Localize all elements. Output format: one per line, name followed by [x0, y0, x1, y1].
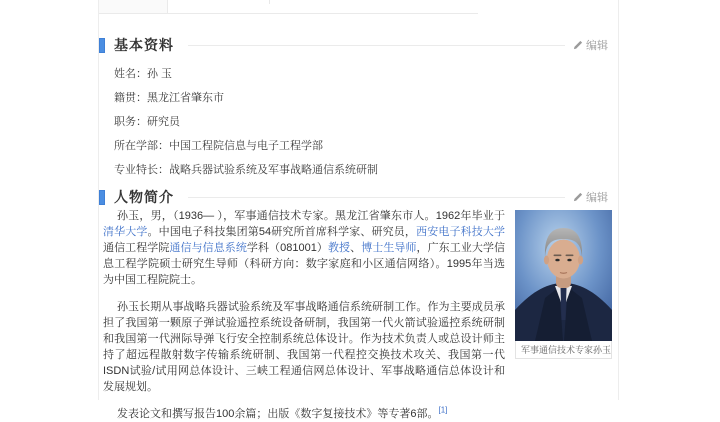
- pencil-icon: [573, 192, 583, 202]
- section-marker-bar: [99, 190, 105, 205]
- info-field: 籍贯：黑龙江省肇东市: [114, 92, 224, 104]
- entry-link[interactable]: 教授: [327, 242, 351, 254]
- text-run: 学科（081001）: [246, 242, 328, 254]
- profile-photo-figure: [515, 210, 612, 359]
- section-divider-line: [188, 197, 565, 198]
- text-run: 通信工程学院: [103, 242, 170, 254]
- info-field: 姓名：孙 玉: [114, 68, 173, 80]
- info-field: 所在学部：中国工程院信息与电子工程学部: [114, 140, 323, 152]
- basic-info-header: [99, 36, 618, 54]
- profile-photo[interactable]: [515, 210, 612, 341]
- info-field: 专业特长：战略兵器试验系统及军事战略通信系统研制: [114, 164, 378, 176]
- pencil-icon: [573, 40, 583, 50]
- truncated-table-remnant: [99, 0, 618, 14]
- text-run: ，广东工业大学信息工程学院硕士研究生导师（科研方向：数字家庭和小区通信网络）。1995年当选为中国工程院院士。: [103, 242, 506, 286]
- table-cell-remnant: [99, 0, 168, 13]
- section-divider-line: [188, 45, 565, 46]
- photo-caption: 军事通信技术专家孙玉: [515, 341, 612, 359]
- text-run: 孙玉长期从事战略兵器试验系统及军事战略通信系统研制工作。作为主要成员承担了我国第一颗原子弹试验遥控系统设备研制，我国第一代火箭试验遥控系统研制和我国第一代洲际导弹飞行安全控制系统总体设计。作为技术负责人或总设计师主持了超远程散射数字传输系统研制、我国第一代程控交换技术攻关、我国第一代ISDN试验/试用网总体设计、三峡工程通信网总体设计、军事战略通信总体设计和发展规划。: [103, 301, 505, 393]
- entry-link[interactable]: 清华大学: [103, 226, 148, 238]
- edit-label: 编辑: [586, 192, 608, 204]
- edit-button-profile[interactable]: [573, 189, 608, 205]
- edit-button-basic-info[interactable]: [573, 37, 608, 53]
- section-profile: [99, 188, 618, 422]
- info-field: 职务：研究员: [114, 116, 180, 128]
- profile-paragraph: [103, 406, 618, 422]
- entry-link[interactable]: 西安电子科技大学: [416, 226, 506, 238]
- section-title: 人物简介: [114, 189, 174, 205]
- profile-header: [99, 188, 618, 206]
- section-title: 基本资料: [114, 37, 174, 53]
- content-column: [98, 0, 619, 420]
- text-run: 发表论文和撰写报告100余篇；出版《数字复接技术》等专著6部。: [117, 408, 439, 420]
- footnote-superscript: [438, 405, 447, 414]
- text-run: 。中国电子科技集团第54研究所首席科学家、研究员，: [147, 226, 417, 238]
- text-run: 孙玉，男，（1936— ），军事通信技术专家。黑龙江省肇东市人。1962年毕业于: [117, 210, 505, 222]
- text-run: 、: [350, 242, 362, 254]
- reference-link[interactable]: [1]: [438, 405, 448, 415]
- section-basic-info: [99, 36, 618, 176]
- table-divider-remnant: [269, 0, 270, 4]
- edit-label: 编辑: [586, 40, 608, 52]
- portrait-photo-graphic: [515, 210, 612, 341]
- table-bottom-border: [99, 13, 478, 14]
- basic-info-fields: [114, 68, 618, 176]
- profile-body: [99, 208, 618, 422]
- section-marker-bar: [99, 38, 105, 53]
- entry-link[interactable]: 通信与信息系统: [169, 242, 247, 254]
- entry-link[interactable]: 博士生导师: [361, 242, 417, 254]
